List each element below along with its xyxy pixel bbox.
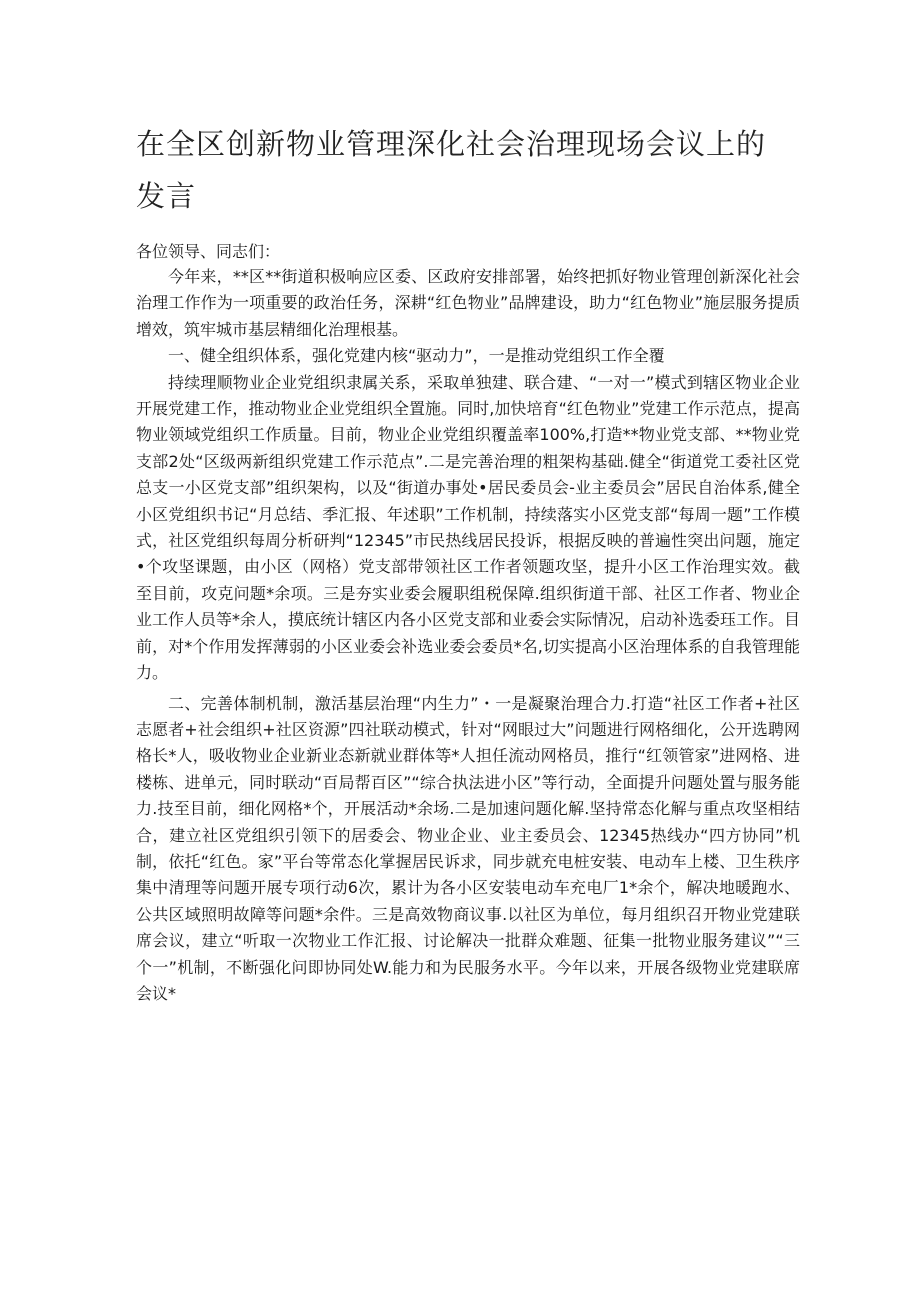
paragraph-section-2: 二、完善体制机制，激活基层治理“内生力”・一是凝聚治理合力.打造“社区工作者+社区志愿者+社会组织+社区资源”四社联动模式，针对“网眼过大”问题进行网格细化，公开选聘网格长*人，吸收物业企业新业态新就业群体等*人担任流动网格员，推行“红领管家”进网格、进楼栋、进单元，同时联动“百局帮百区”“综合执法进小区”等行动，全面提升问题处置与服务能力.技至目前，细化网格*个，开展活动*余场.二是加速问题化解.坚持常态化解与重点攻坚相结合，建立社区党组织引领下的居委会、物业企业、业主委员会、12345热线办“四方协同”机制，依托“红色。家”平台等常态化掌握居民诉求，同步就充电桩安装、电动车上楼、卫生秩序集中清理等问题开展专项行动6次，累计为各小区安装电动车充电厂1*余个，解决地暖跑水、公共区域照明故障等问题*余件。三是高效物商议事.以社区为单位，每月组织召开物业党建联席会议，建立“听取一次物业工作汇报、讨论解决一批群众难题、征集一批物业服务建议”“三个一”机制，不断强化问即协同处W.能力和为民服务水平。今年以来，开展各级物业党建联席会议*: [136, 693, 800, 1003]
salutation: 各位领导、同志们：: [136, 242, 281, 261]
paragraph-intro: 今年来，**区**街道积极响应区委、区政府安排部署，始终把抓好物业管理创新深化社会治理工作作为一项重要的政治任务，深耕“红色物业”品牌建设，助力“红色物业”施层服务提质增效，筑牢城市基层精细化治理根基。: [136, 267, 800, 339]
document-body: [136, 264, 800, 1007]
paragraph-section-1: 持续理顺物业企业党组织隶属关系，采取单独建、联合建、“一对一”模式到辖区物业企业开展党建工作，推动物业企业党组织全置施。同时,加快培育“红色物业”党建工作示范点，提高物业领域党组织工作质量。目前，物业企业党组织覆盖率100%,打造**物业党支部、**物业党支部2处“区级两新组织党建工作示范点”.二是完善治理的粗架构基础.健全“街道党工委社区党总支一小区党支部”组织架构，以及“街道办事处•居民委员会-业主委员会”居民自治体系,健全小区党组织书记“月总结、季汇报、年述职”工作机制，持续落实小区党支部“每周一题”工作模式，社区党组织每周分析研判“12345”市民热线居民投诉，根据反映的普遍性突出问题，施定•个攻坚课题，由小区（网格）党支部带领社区工作者领题攻坚，提升小区工作治理实效。截至目前，攻克问题*余项。三是夯实业委会履职组税保障.组织街道干部、社区工作者、物业企业工作人员等*余人，摸底统计辖区内各小区党支部和业委会实际情况，启动补选委珏工作。目前，对*个作用发挥薄弱的小区业委会补选业委会委员*名,切实提高小区治理体系的自我管理能力。: [136, 372, 801, 683]
document-title: 在全区创新物业管理深化社会治理现场会议上的发言: [136, 127, 767, 213]
section-heading-1: 一、健全组织体系，强化党建内核“驱动力”，一是推动党组织工作全覆: [168, 346, 665, 366]
